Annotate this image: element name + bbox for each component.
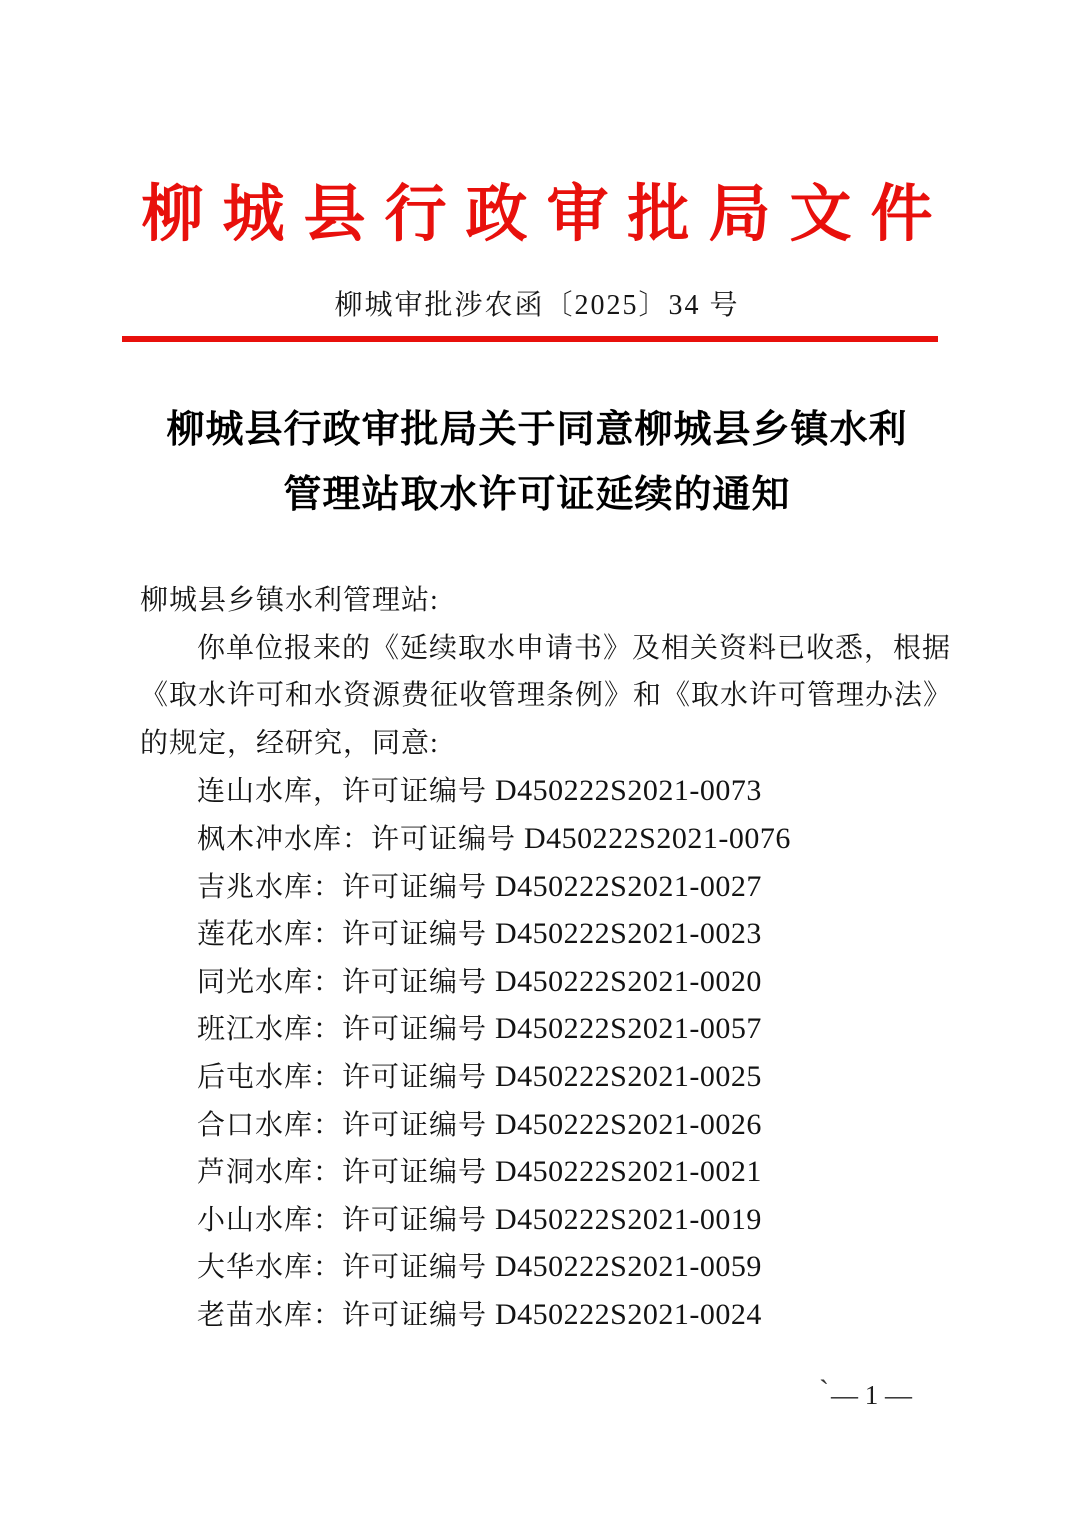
reservoir-line bbox=[140, 1053, 940, 1101]
permit-number: D450222S2021-0024 bbox=[495, 1297, 762, 1331]
document-body bbox=[140, 577, 953, 1339]
reservoir-line bbox=[140, 1196, 940, 1244]
page-number-label: — 1 — bbox=[831, 1380, 912, 1410]
reservoir-name-label: 班江水库：许可证编号 bbox=[197, 1014, 496, 1046]
document-title-line-2: 管理站取水许可证延续的通知 bbox=[283, 474, 791, 516]
permit-number: D450222S2021-0020 bbox=[495, 964, 762, 998]
reservoir-name-label: 连山水库，许可证编号 bbox=[197, 776, 496, 808]
permit-number: D450222S2021-0073 bbox=[495, 774, 762, 808]
document-title-line-1: 柳城县行政审批局关于同意柳城县乡镇水利 bbox=[166, 409, 908, 451]
document-reference-number: 柳城审批涉农函〔2025〕34 号 bbox=[334, 290, 740, 321]
reservoir-name-label: 芦洞水库：许可证编号 bbox=[197, 1157, 496, 1189]
document-title bbox=[0, 398, 1074, 528]
reservoir-line bbox=[140, 1291, 940, 1339]
permit-number: D450222S2021-0026 bbox=[495, 1107, 762, 1141]
permit-number: D450222S2021-0019 bbox=[495, 1202, 762, 1236]
permit-number: D450222S2021-0023 bbox=[495, 917, 762, 951]
reservoir-name-label: 莲花水库：许可证编号 bbox=[197, 919, 496, 951]
permit-number: D450222S2021-0025 bbox=[495, 1059, 762, 1093]
footer-stray-mark: ` bbox=[819, 1374, 829, 1407]
reservoir-line bbox=[140, 910, 940, 958]
paragraph-line: 《取水许可和水资源费征收管理条例》和《取水许可管理办法》 bbox=[140, 680, 953, 712]
permit-number: D450222S2021-0076 bbox=[524, 821, 791, 855]
reservoir-line bbox=[140, 1005, 940, 1053]
page-number bbox=[819, 1374, 912, 1411]
permit-number: D450222S2021-0027 bbox=[495, 869, 762, 903]
reservoir-name-label: 吉兆水库：许可证编号 bbox=[197, 871, 496, 903]
reservoir-name-label: 后屯水库：许可证编号 bbox=[197, 1061, 496, 1093]
reservoir-line bbox=[140, 863, 940, 911]
red-header-title: 柳城县行政审批局文件 bbox=[141, 181, 952, 249]
reservoir-name-label: 同光水库：许可证编号 bbox=[197, 966, 496, 998]
reservoir-name-label: 合口水库：许可证编号 bbox=[197, 1109, 496, 1141]
reservoir-name-label: 大华水库：许可证编号 bbox=[197, 1252, 496, 1284]
permit-number: D450222S2021-0059 bbox=[495, 1250, 762, 1284]
paragraph-line: 你单位报来的《延续取水申请书》及相关资料已收悉，根据 bbox=[197, 632, 952, 664]
permit-number: D450222S2021-0057 bbox=[495, 1012, 762, 1046]
reservoir-name-label: 小山水库：许可证编号 bbox=[197, 1204, 496, 1236]
reservoir-line bbox=[140, 767, 940, 815]
salutation: 柳城县乡镇水利管理站: bbox=[140, 585, 439, 616]
reservoir-list bbox=[140, 767, 940, 1338]
reservoir-line bbox=[140, 958, 940, 1006]
paragraph-line: 的规定，经研究，同意: bbox=[140, 727, 439, 759]
reservoir-line bbox=[140, 1101, 940, 1149]
reservoir-line bbox=[140, 815, 940, 863]
reservoir-name-label: 老苗水库：许可证编号 bbox=[197, 1299, 496, 1331]
reservoir-name-label: 枫木冲水库：许可证编号 bbox=[197, 823, 525, 855]
reservoir-line bbox=[140, 1243, 940, 1291]
permit-number: D450222S2021-0021 bbox=[495, 1155, 762, 1189]
reservoir-line bbox=[140, 1148, 940, 1196]
red-separator-line bbox=[122, 336, 938, 342]
